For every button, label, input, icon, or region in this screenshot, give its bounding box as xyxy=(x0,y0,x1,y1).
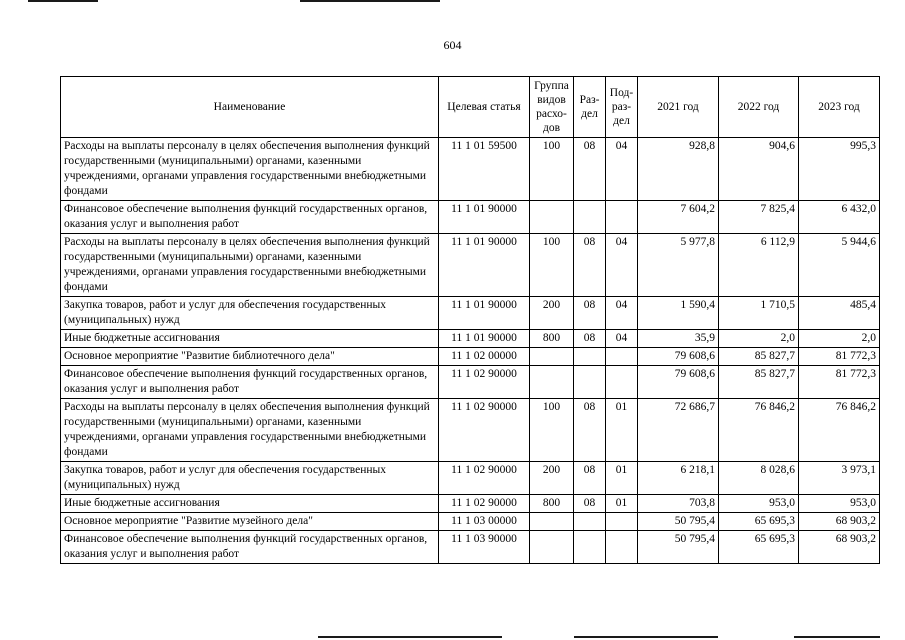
cell-section: 08 xyxy=(574,297,606,330)
cell-subsection: 04 xyxy=(606,330,638,348)
table-row xyxy=(61,138,880,201)
cell-2023: 485,4 xyxy=(799,297,880,330)
table-row xyxy=(61,462,880,495)
cell-name: Иные бюджетные ассигнования xyxy=(61,495,439,513)
cell-2022: 65 695,3 xyxy=(719,531,799,564)
header-2023: 2023 год xyxy=(799,77,880,138)
header-section: Раз-дел xyxy=(574,77,606,138)
cell-2021: 72 686,7 xyxy=(638,399,719,462)
cell-name: Расходы на выплаты персоналу в целях обеспечения выполнения функций государственными (муниципальными) органами, казенными учреждениями, органами управления государственными внебюджетными фондами xyxy=(61,399,439,462)
cell-section xyxy=(574,348,606,366)
cell-2022: 1 710,5 xyxy=(719,297,799,330)
cell-subsection: 04 xyxy=(606,234,638,297)
scan-artifact-bottom-right xyxy=(794,636,880,638)
header-subsection: Под-раз-дел xyxy=(606,77,638,138)
table-row xyxy=(61,297,880,330)
scan-artifact-top-mid xyxy=(300,0,440,2)
cell-2021: 79 608,6 xyxy=(638,348,719,366)
budget-table xyxy=(60,76,880,564)
cell-2023: 76 846,2 xyxy=(799,399,880,462)
header-target: Целевая статья xyxy=(439,77,530,138)
cell-subsection xyxy=(606,513,638,531)
cell-name: Расходы на выплаты персоналу в целях обеспечения выполнения функций государственными (муниципальными) органами, казенными учреждениями, органами управления государственными внебюджетными фондами xyxy=(61,138,439,201)
cell-2022: 904,6 xyxy=(719,138,799,201)
cell-2021: 928,8 xyxy=(638,138,719,201)
scan-artifact-top-left xyxy=(28,0,98,2)
cell-name: Иные бюджетные ассигнования xyxy=(61,330,439,348)
header-name: Наименование xyxy=(61,77,439,138)
cell-name: Основное мероприятие "Развитие музейного дела" xyxy=(61,513,439,531)
cell-section xyxy=(574,366,606,399)
cell-2022: 76 846,2 xyxy=(719,399,799,462)
cell-section: 08 xyxy=(574,399,606,462)
cell-target: 11 1 02 90000 xyxy=(439,366,530,399)
cell-subsection: 01 xyxy=(606,399,638,462)
cell-group: 100 xyxy=(530,138,574,201)
cell-2022: 65 695,3 xyxy=(719,513,799,531)
cell-2022: 6 112,9 xyxy=(719,234,799,297)
cell-2023: 6 432,0 xyxy=(799,201,880,234)
cell-name: Закупка товаров, работ и услуг для обеспечения государственных (муниципальных) нужд xyxy=(61,462,439,495)
cell-subsection: 01 xyxy=(606,462,638,495)
cell-2021: 6 218,1 xyxy=(638,462,719,495)
cell-2021: 35,9 xyxy=(638,330,719,348)
cell-subsection: 04 xyxy=(606,138,638,201)
cell-name: Финансовое обеспечение выполнения функций государственных органов, оказания услуг и выполнения работ xyxy=(61,201,439,234)
cell-2023: 953,0 xyxy=(799,495,880,513)
table-row xyxy=(61,348,880,366)
table-row xyxy=(61,234,880,297)
cell-target: 11 1 02 90000 xyxy=(439,495,530,513)
cell-group xyxy=(530,513,574,531)
header-group: Группа видов расхо-дов xyxy=(530,77,574,138)
cell-group xyxy=(530,348,574,366)
cell-2023: 68 903,2 xyxy=(799,513,880,531)
cell-target: 11 1 02 00000 xyxy=(439,348,530,366)
page-number: 604 xyxy=(443,38,462,52)
cell-name: Закупка товаров, работ и услуг для обеспечения государственных (муниципальных) нужд xyxy=(61,297,439,330)
cell-2023: 3 973,1 xyxy=(799,462,880,495)
table-row xyxy=(61,399,880,462)
cell-group: 800 xyxy=(530,495,574,513)
cell-group: 100 xyxy=(530,234,574,297)
cell-2021: 7 604,2 xyxy=(638,201,719,234)
cell-2023: 68 903,2 xyxy=(799,531,880,564)
cell-section: 08 xyxy=(574,138,606,201)
cell-2022: 85 827,7 xyxy=(719,366,799,399)
header-2022: 2022 год xyxy=(719,77,799,138)
cell-2021: 5 977,8 xyxy=(638,234,719,297)
cell-target: 11 1 02 90000 xyxy=(439,399,530,462)
cell-section xyxy=(574,513,606,531)
cell-subsection xyxy=(606,201,638,234)
table-row xyxy=(61,330,880,348)
cell-subsection: 04 xyxy=(606,297,638,330)
cell-target: 11 1 02 90000 xyxy=(439,462,530,495)
cell-group: 200 xyxy=(530,462,574,495)
cell-2022: 953,0 xyxy=(719,495,799,513)
cell-target: 11 1 03 90000 xyxy=(439,531,530,564)
cell-subsection xyxy=(606,348,638,366)
cell-target: 11 1 01 90000 xyxy=(439,234,530,297)
cell-2022: 85 827,7 xyxy=(719,348,799,366)
cell-2023: 2,0 xyxy=(799,330,880,348)
cell-subsection xyxy=(606,366,638,399)
scan-artifact-bottom-mid xyxy=(574,636,718,638)
cell-2022: 2,0 xyxy=(719,330,799,348)
table-row xyxy=(61,201,880,234)
table-row xyxy=(61,513,880,531)
table-row xyxy=(61,495,880,513)
cell-group: 200 xyxy=(530,297,574,330)
cell-name: Расходы на выплаты персоналу в целях обеспечения выполнения функций государственными (муниципальными) органами, казенными учреждениями, органами управления государственными внебюджетными фондами xyxy=(61,234,439,297)
cell-target: 11 1 01 90000 xyxy=(439,297,530,330)
header-2021: 2021 год xyxy=(638,77,719,138)
cell-2021: 1 590,4 xyxy=(638,297,719,330)
cell-section: 08 xyxy=(574,462,606,495)
cell-subsection: 01 xyxy=(606,495,638,513)
table-row xyxy=(61,366,880,399)
cell-name: Финансовое обеспечение выполнения функций государственных органов, оказания услуг и выполнения работ xyxy=(61,366,439,399)
cell-2023: 81 772,3 xyxy=(799,348,880,366)
cell-group xyxy=(530,366,574,399)
cell-target: 11 1 01 90000 xyxy=(439,330,530,348)
cell-target: 11 1 01 59500 xyxy=(439,138,530,201)
cell-group: 100 xyxy=(530,399,574,462)
cell-group: 800 xyxy=(530,330,574,348)
cell-subsection xyxy=(606,531,638,564)
cell-2023: 5 944,6 xyxy=(799,234,880,297)
cell-name: Основное мероприятие "Развитие библиотечного дела" xyxy=(61,348,439,366)
cell-2021: 79 608,6 xyxy=(638,366,719,399)
cell-2023: 995,3 xyxy=(799,138,880,201)
cell-group xyxy=(530,531,574,564)
cell-2023: 81 772,3 xyxy=(799,366,880,399)
cell-group xyxy=(530,201,574,234)
cell-section: 08 xyxy=(574,495,606,513)
table-row xyxy=(61,531,880,564)
cell-2022: 8 028,6 xyxy=(719,462,799,495)
cell-2022: 7 825,4 xyxy=(719,201,799,234)
scan-artifact-bottom-left xyxy=(318,636,502,638)
cell-section: 08 xyxy=(574,234,606,297)
cell-2021: 50 795,4 xyxy=(638,513,719,531)
cell-target: 11 1 01 90000 xyxy=(439,201,530,234)
table-header-row xyxy=(61,77,880,138)
cell-target: 11 1 03 00000 xyxy=(439,513,530,531)
cell-2021: 703,8 xyxy=(638,495,719,513)
cell-2021: 50 795,4 xyxy=(638,531,719,564)
cell-section xyxy=(574,201,606,234)
cell-section: 08 xyxy=(574,330,606,348)
cell-section xyxy=(574,531,606,564)
cell-name: Финансовое обеспечение выполнения функций государственных органов, оказания услуг и выполнения работ xyxy=(61,531,439,564)
